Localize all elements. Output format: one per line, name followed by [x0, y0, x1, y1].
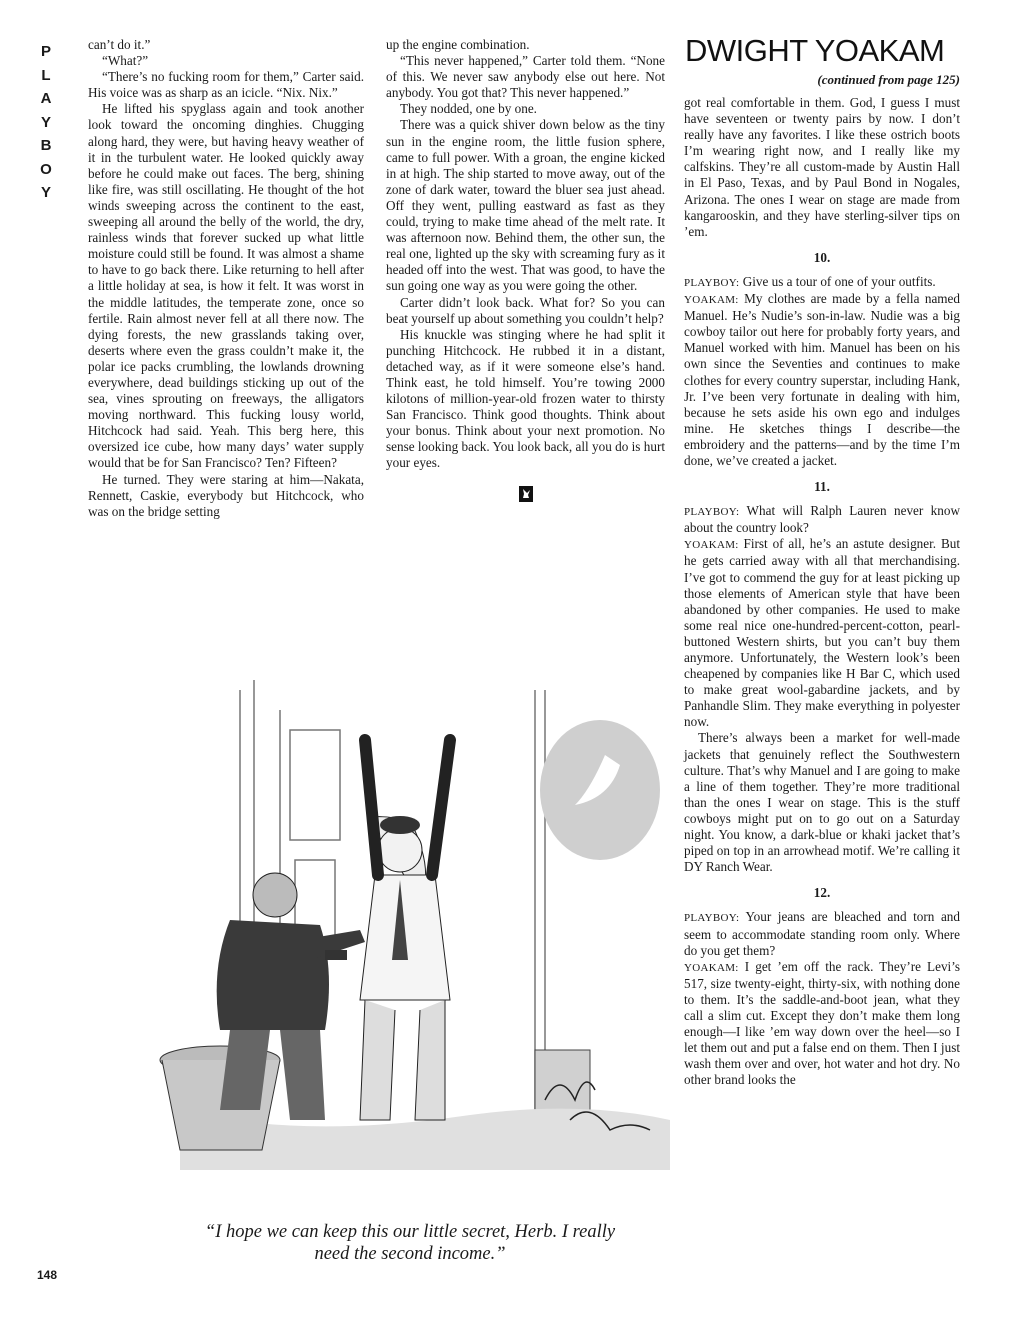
paragraph: He turned. They were staring at him—Nakata, Rennett, Caskie, everybody but Hitchcock, who was on the bridge setting — [88, 471, 364, 519]
masthead-letter: A — [40, 90, 52, 107]
paragraph: “What?” — [102, 53, 149, 69]
masthead-letter: Y — [40, 113, 51, 131]
masthead-letter: B — [40, 137, 52, 154]
paragraph: Carter didn’t look back. What for? So you can beat yourself up about something you couldn’t help? — [386, 294, 665, 326]
answer — [684, 536, 960, 730]
paragraph: “This never happened,” Carter told them. “None of this. We never saw anybody else out here. Not anybody. You got that? This never happened.” — [386, 53, 665, 101]
question-number: 12. — [813, 885, 831, 901]
question — [684, 274, 960, 291]
story-column-1 — [88, 37, 364, 520]
question-text: Your jeans are bleached and torn and seem to accommodate standing room only. Where do you get them? — [684, 909, 960, 958]
masthead-letter: P — [40, 43, 51, 60]
answer — [684, 291, 960, 469]
paragraph: up the engine combination. — [386, 37, 530, 52]
question-text: What will Ralph Lauren never know about the country look? — [684, 503, 960, 536]
paragraph: can’t do it.” — [88, 37, 151, 52]
speaker-label: PLAYBOY: — [684, 276, 740, 289]
speaker-label: YOAKAM: — [684, 294, 739, 307]
paragraph: There was a quick shiver down below as the tiny sun in the engine room, the little fusion sphere, came to full power. With a groan, the engine kicked in at high. The ship started to move away, out of the zone of dark water, toward the bluer sea just ahead. Off they went, pulling eastward as fast as they could, trying to make time ahead of the melt rate. It was afternoon now. Behind them, the other sun, the real one, lighted up the sky with screaming fury as it headed off into the west. That was good, to have the sun going one way as you were going the other. — [386, 117, 665, 294]
paragraph: got real comfortable in them. God, I guess I must have seventeen or twenty pairs by now. I don’t really have any favorites. I like these ostrich boots I’m wearing right now, and I really like my calfskins. They’re all custom-made by Austin Hall in El Paso, Texas, and by Paul Bond in Nogales, Arizona. The ones I wear on stage are made from kangarooskin, and they have sterling-silver tips on ’em. — [684, 95, 960, 239]
vertical-masthead — [36, 40, 56, 205]
paragraph: There’s always been a market for well-made jackets that genuinely reflect the Southwestern culture. That’s why Manuel and I are going to make a line of them together. They’re more traditional than the ones I wear on stage. This is the stuff cowboys might put on to go out on a Saturday night. You know, a dark-blue or khaki jacket that’s piped on top in an arrowhead motif. We’re calling it DY Ranch Wear. — [684, 730, 960, 875]
speaker-label: PLAYBOY: — [684, 506, 740, 519]
question-number: 11. — [814, 479, 830, 495]
speaker-label: PLAYBOY: — [684, 912, 740, 925]
story-column-2 — [386, 37, 665, 502]
answer-text: I get ’em off the rack. They’re Levi’s 517, size twenty-eight, thirty-six, with nothing done to them. It’s the saddle-and-boot jean, what they call a slim cut. Except they don’t make them long enough—I like ’em way down over the heel—so I let them out and put a false end on them. Then I just wash them over and over, hot water and hot dry. No other brand looks the — [684, 958, 961, 1088]
paragraph: He lifted his spyglass again and took another look toward the oncoming dinghies. Chugging along hard, they were, but having heavy weather of it in the turbulent water. He looked quickly away before he could make out faces. The berg, shining like fire, was still oscillating. He thought of the hot winds sweeping across the continent to the east, sweeping all around the belly of the world, the dry, rainless winds that forever sucked up what little moisture could still be found. It was almost a shame to have to go back there. Like returning to hell after a little holiday at sea, is how it felt. It was worst in the middle latitudes, the temperate zone, once so fertile. Rain almost never fell at all there now. The dying forests, the new grasslands taking over, deserts where even the grass couldn’t make it, the polar ice packs crumbling, the lowlands drowning everywhere, dead buildings sticking up out of the sea, vines sprouting on freeways, the alligators moving northward. This fucking lousy world, Hitchcock had said. Yeah. This berg here, this oversized ice cube, how many days’ water supply would that be for San Francisco? Ten? Fifteen? — [88, 101, 364, 471]
interview-column — [684, 95, 960, 1088]
paragraph: “There’s no fucking room for them,” Carter said. His voice was as sharp as an icicle. “Nix. Nix.” — [88, 69, 364, 101]
masthead-letter: O — [40, 160, 52, 178]
speaker-label: YOAKAM: — [684, 539, 739, 552]
masthead-letter: Y — [40, 184, 51, 201]
answer-text: First of all, he’s an astute designer. But he gets carried away with all that merchandising. I’ve got to commend the guy for at least picking up those elements of American style that have been abandoned by other companies. He used to make some real nice one-hundred-percent-cotton, pearl-buttoned Western shirts, but you can’t buy them anymore. Unfortunately, the Western look’s been cheapened by companies like H Bar C, which used to make great wool-gabardine jackets, and by Panhandle Slim. They make everything in polyester now. — [684, 536, 960, 730]
paragraph: They nodded, one by one. — [400, 101, 537, 117]
cartoon-caption: “I hope we can keep this our little secret, Herb. I really need the second income.” — [204, 1222, 616, 1264]
paragraph: His knuckle was stinging where he had split it punching Hitchcock. He rubbed it in a distant, detached way, as if it were someone else’s hand. Think east, he told himself. You’re towing 2000 kilotons of million-year-old frozen water to thirsty San Francisco. Think good thoughts. Think about your bonus. Think about your next promotion. No sense looking back. You look back, all you do is hurt your eyes. — [386, 326, 665, 471]
answer-text: My clothes are made by a fella named Manuel. He’s Nudie’s son-in-law. Nudie was a big cowboy tailor out here for probably forty years, and Manuel worked with him. Manuel has been on his own since the Seventies and continues to make clothes for every country superstar, including Hank, Jr. I’ve been very fortunate in dealing with him, because he sets aside his own ego and indulges mine. He sketches things I describe—the embroidery and the patterns—and by the time I’m done, we’ve created a jacket. — [684, 291, 961, 468]
answer — [684, 959, 960, 1089]
question — [684, 503, 960, 536]
page-number: 148 — [37, 1268, 58, 1282]
article-title: DWIGHT YOAKAM — [685, 33, 945, 68]
question-text: Give us a tour of one of your outfits. — [742, 273, 936, 289]
continued-note: (continued from page 125) — [817, 72, 960, 87]
end-mark-bunny-icon — [519, 486, 533, 502]
question-number: 10. — [813, 249, 831, 265]
speaker-label: YOAKAM: — [684, 961, 739, 974]
masthead-letter: L — [41, 66, 51, 84]
cartoon-illustration — [150, 670, 690, 1190]
question — [684, 909, 960, 958]
